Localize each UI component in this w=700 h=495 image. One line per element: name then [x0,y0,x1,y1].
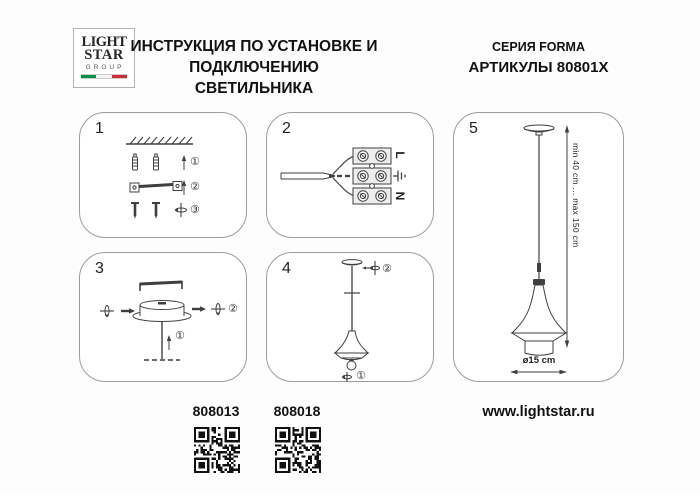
screw-turn-icon [175,203,187,217]
up-arrow-icon [182,155,186,170]
step-2-marker: ② [382,262,392,275]
step-3-marker: ③ [190,203,200,216]
step-1-marker: ① [190,155,200,168]
title-line-1: ИНСТРУКЦИЯ ПО УСТАНОВКЕ И [130,38,378,55]
diameter-dimension-line [510,370,567,374]
logo-word-light: LIGHT [81,34,127,50]
website-url: www.lightstar.ru [482,404,595,420]
italian-flag-icon [81,74,127,79]
terminal-label-live: L [393,151,407,159]
step-1-marker: ① [356,369,366,382]
screw-turn-icon [100,306,114,318]
canopy-cup [133,301,191,322]
right-arrow-icon [121,308,135,313]
flag-white [96,75,111,78]
dimensions-panel-5 [453,112,624,382]
lamp-shade [512,279,566,355]
screw-turn-icon [370,261,380,275]
step-2-marker: ② [228,302,238,315]
panel-number: 3 [95,260,104,277]
lamp-shade [335,331,368,360]
hardware-diagram [80,113,248,239]
articles-label: АРТИКУЛЫ 80801X [468,59,609,76]
panel-number: 4 [282,260,291,277]
up-arrow-icon [167,335,171,350]
wiring-diagram [267,113,435,239]
step-panel-1 [79,112,247,238]
product-code-808018: 808018 [273,403,321,419]
product-code-808013: 808013 [192,403,240,419]
title-line-2: ПОДКЛЮЧЕНИЮ СВЕТИЛЬНИКА [189,59,319,97]
screw-turn-icon [211,304,225,316]
step-panel-3 [79,252,247,382]
step-panel-4 [266,252,434,382]
terminal-block [353,148,391,204]
mounting-bracket-icon [140,281,182,291]
screw-icons [131,203,160,219]
step-1-marker: ① [175,329,185,342]
height-dimension-line [565,125,569,348]
panel-number: 2 [282,120,291,137]
cable [344,266,360,331]
wall-plug-icons [133,154,159,170]
height-range-label: min 40 cm ... max 150 cm [571,143,581,248]
flag-red [112,75,127,78]
step-2-marker: ② [190,180,200,193]
screw-turn-icon [342,372,352,382]
page-title [128,36,380,99]
diameter-label: ø15 cm [522,355,556,366]
ceiling-canopy [524,125,554,135]
logo-word-group: GROUP [85,64,125,71]
pendant-lamp-drawing [454,113,625,383]
light-bulb-icon [347,360,356,370]
earth-ground-icon [393,171,405,182]
supply-cable [281,173,335,179]
qr-code-808013 [194,427,240,473]
flag-green [81,75,96,78]
mounting-bracket-icon [130,182,182,193]
panel-number: 5 [469,120,478,137]
lightstar-logo [73,28,135,88]
header-meta [448,40,629,76]
ceiling-hatch [126,137,193,144]
canopy-mounting-diagram [80,253,248,383]
ceiling-canopy [342,260,362,265]
right-arrow-icon [192,306,206,311]
wires [329,156,355,196]
suspension-cable [537,135,541,281]
assembly-diagram [267,253,435,383]
step-panel-2 [266,112,434,238]
qr-code-808018 [275,427,321,473]
logo-word-star: STAR [84,47,124,63]
terminal-label-neutral: N [393,191,407,201]
panel-number: 1 [95,120,104,137]
series-label: СЕРИЯ FORMA [492,40,585,54]
